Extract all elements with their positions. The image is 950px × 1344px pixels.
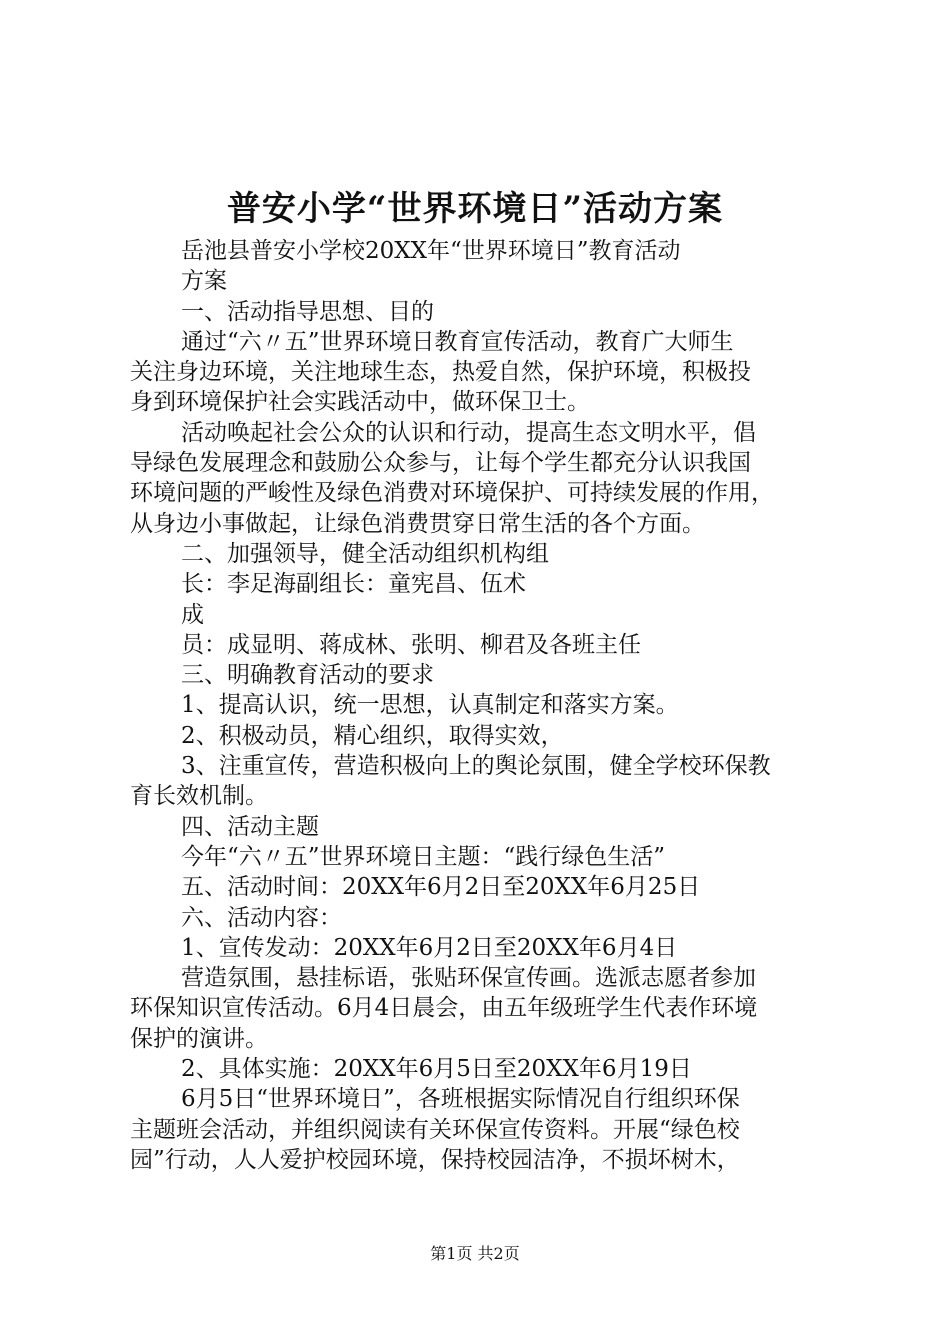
body-line: 1、提高认识，统一思想，认真制定和落实方案。: [181, 692, 679, 719]
document-title: 普安小学“世界环境日”活动方案: [226, 189, 724, 229]
body-line: 身到环境保护社会实践活动中，做环保卫士。: [130, 389, 590, 416]
body-line: 活动唤起社会公众的认识和行动，提高生态文明水平，倡: [181, 419, 756, 446]
body-line: 关注身边环境，关注地球生态，热爱自然，保护环境，积极投: [130, 359, 751, 386]
body-line: 五、活动时间：20XX年6月2日至20XX年6月25日: [181, 874, 701, 901]
page-footer: 第1页 共2页: [430, 1244, 520, 1263]
body-line: 方案: [181, 268, 227, 295]
body-line: 长：李足海副组长：童宪昌、伍术: [181, 571, 526, 598]
body-line: 6月5日“世界环境日”，各班根据实际情况自行组织环保: [181, 1086, 740, 1113]
body-line: 四、活动主题: [181, 813, 319, 840]
body-line: 3、注重宣传，营造积极向上的舆论氛围，健全学校环保教: [181, 753, 771, 780]
body-line: 员：成显明、蒋成林、张明、柳君及各班主任: [181, 631, 641, 658]
body-line: 一、活动指导思想、目的: [181, 298, 434, 325]
body-line: 今年“六〃五”世界环境日主题：“践行绿色生活”: [181, 843, 666, 870]
body-line: 三、明确教育活动的要求: [181, 662, 434, 689]
body-line: 保护的演讲。: [130, 1025, 268, 1052]
body-line: 岳池县普安小学校20XX年“世界环境日”教育活动: [181, 238, 681, 264]
body-line: 1、宣传发动：20XX年6月2日至20XX年6月4日: [181, 934, 678, 961]
body-line: 营造氛围，悬挂标语，张贴环保宣传画。选派志愿者参加: [181, 965, 756, 992]
body-line: 成: [181, 601, 204, 628]
body-line: 主题班会活动，并组织阅读有关环保宣传资料。开展“绿色校: [130, 1116, 740, 1143]
body-line: 2、积极动员，精心组织，取得实效，: [181, 722, 564, 749]
body-line: 六、活动内容：: [181, 904, 342, 931]
body-line: 通过“六〃五”世界环境日教育宣传活动，教育广大师生: [181, 328, 734, 355]
body-line: 园”行动，人人爱护校园环境，保持校园洁净，不损坏树木，: [130, 1146, 740, 1173]
body-line: 导绿色发展理念和鼓励公众参与，让每个学生都充分认识我国: [130, 450, 751, 477]
body-line: 从身边小事做起，让绿色消费贯穿日常生活的各个方面。: [130, 510, 705, 537]
body-line: 二、加强领导，健全活动组织机构组: [181, 540, 549, 567]
body-line: 2、具体实施：20XX年6月5日至20XX年6月19日: [181, 1056, 692, 1083]
body-line: 育长效机制。: [130, 783, 268, 810]
body-line: 环境问题的严峻性及绿色消费对环境保护、可持续发展的作用，: [130, 480, 774, 507]
body-line: 环保知识宣传活动。6月4日晨会，由五年级班学生代表作环境: [130, 995, 758, 1022]
document-body: [130, 236, 832, 1175]
